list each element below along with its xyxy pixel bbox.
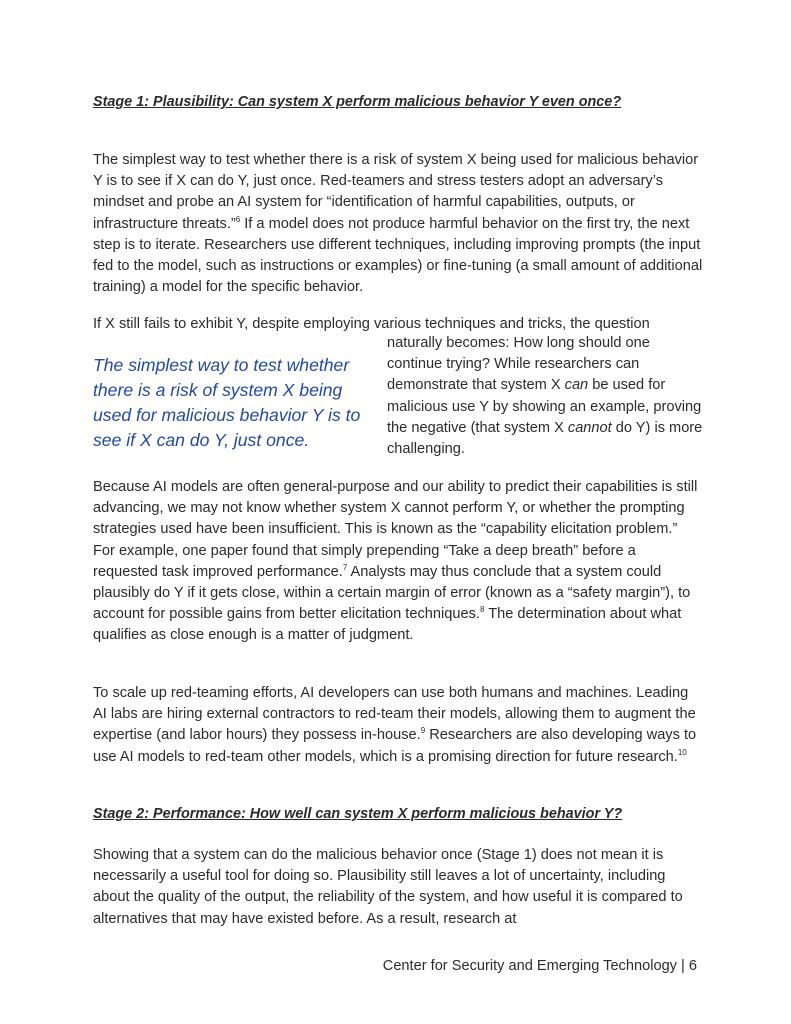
stage1-paragraph-4: To scale up red-teaming efforts, AI developers can use both humans and machines. Leading AI labs are hiring external contractors to red-team their models, allowing them to augment the expertise (and labor hours) they possess in-house.$^9$ Researchers are also developing ways to use AI models to red-team other models, which is a promising direction for future research.$^{10}$	[93, 685, 697, 765]
stage1-heading: Stage 1: Plausibility: Can system X perform malicious behavior Y even once?	[93, 94, 622, 110]
footnote-6[interactable]: 6	[235, 214, 241, 224]
stage2-heading: Stage 2: Performance: How well can system X perform malicious behavior Y?	[93, 806, 623, 822]
footnote-8[interactable]: 8	[479, 605, 485, 615]
stage1-paragraph-3: Because AI models are often general-purpose and our ability to predict their capabilities is still advancing, we may not know whether system X cannot perform Y, or whether the prompting strategies used have been insufficient. This is known as the “capability elicitation problem.” For example, one paper found that simply prepending “Take a deep breath” before a requested task improved performance.$^7$ Analysts may thus conclude that a system could plausibly do Y if it gets close, within a certain margin of error (known as a “safety margin”), to account for possible gains from better elicitation techniques.$^8$ The determination about what qualifies as close enough is a matter of judgment.	[93, 479, 698, 644]
stage1-paragraph-2-continued: naturally becomes: How long should one continue trying? While researchers can demonstrate that system X can be used for malicious use Y by showing an example, proving the negative (that system X cannot do Y) is more challenging.	[387, 335, 703, 458]
pull-quote: The simplest way to test whether there is a risk of system X being used for malicious behavior Y is to see if X can do Y, just once.	[93, 355, 361, 450]
stage1-paragraph-2-first-line: If X still fails to exhibit Y, despite employing various techniques and tricks, the question	[93, 316, 650, 332]
stage2-paragraph-1: Showing that a system can do the malicious behavior once (Stage 1) does not mean it is necessarily a useful tool for doing so. Plausibility still leaves a lot of uncertainty, including about the quality of the output, the reliability of the system, and how useful it is compared to alternatives that may have existed before. As a result, research at	[93, 847, 683, 927]
footnote-7[interactable]: 7	[342, 562, 348, 572]
stage1-paragraph-1: The simplest way to test whether there is a risk of system X being used for malicious behavior Y is to see if X can do Y, just once. Red-teamers and stress testers adopt an adversary’s mindset and probe an AI system for “identification of harmful capabilities, outputs, or infrastructure threats.”$^6$ If a model does not produce harmful behavior on the first try, the next step is to iterate. Researchers use different techniques, including improving prompts (the input fed to the model, such as instructions or examples) or fine-tuning (a small amount of additional training) a model for the specific behavior.	[93, 152, 703, 296]
footnote-9[interactable]: 9	[420, 726, 426, 736]
footnote-10[interactable]: 10	[677, 747, 687, 757]
page-footer: Center for Security and Emerging Technology | 6	[382, 958, 697, 974]
